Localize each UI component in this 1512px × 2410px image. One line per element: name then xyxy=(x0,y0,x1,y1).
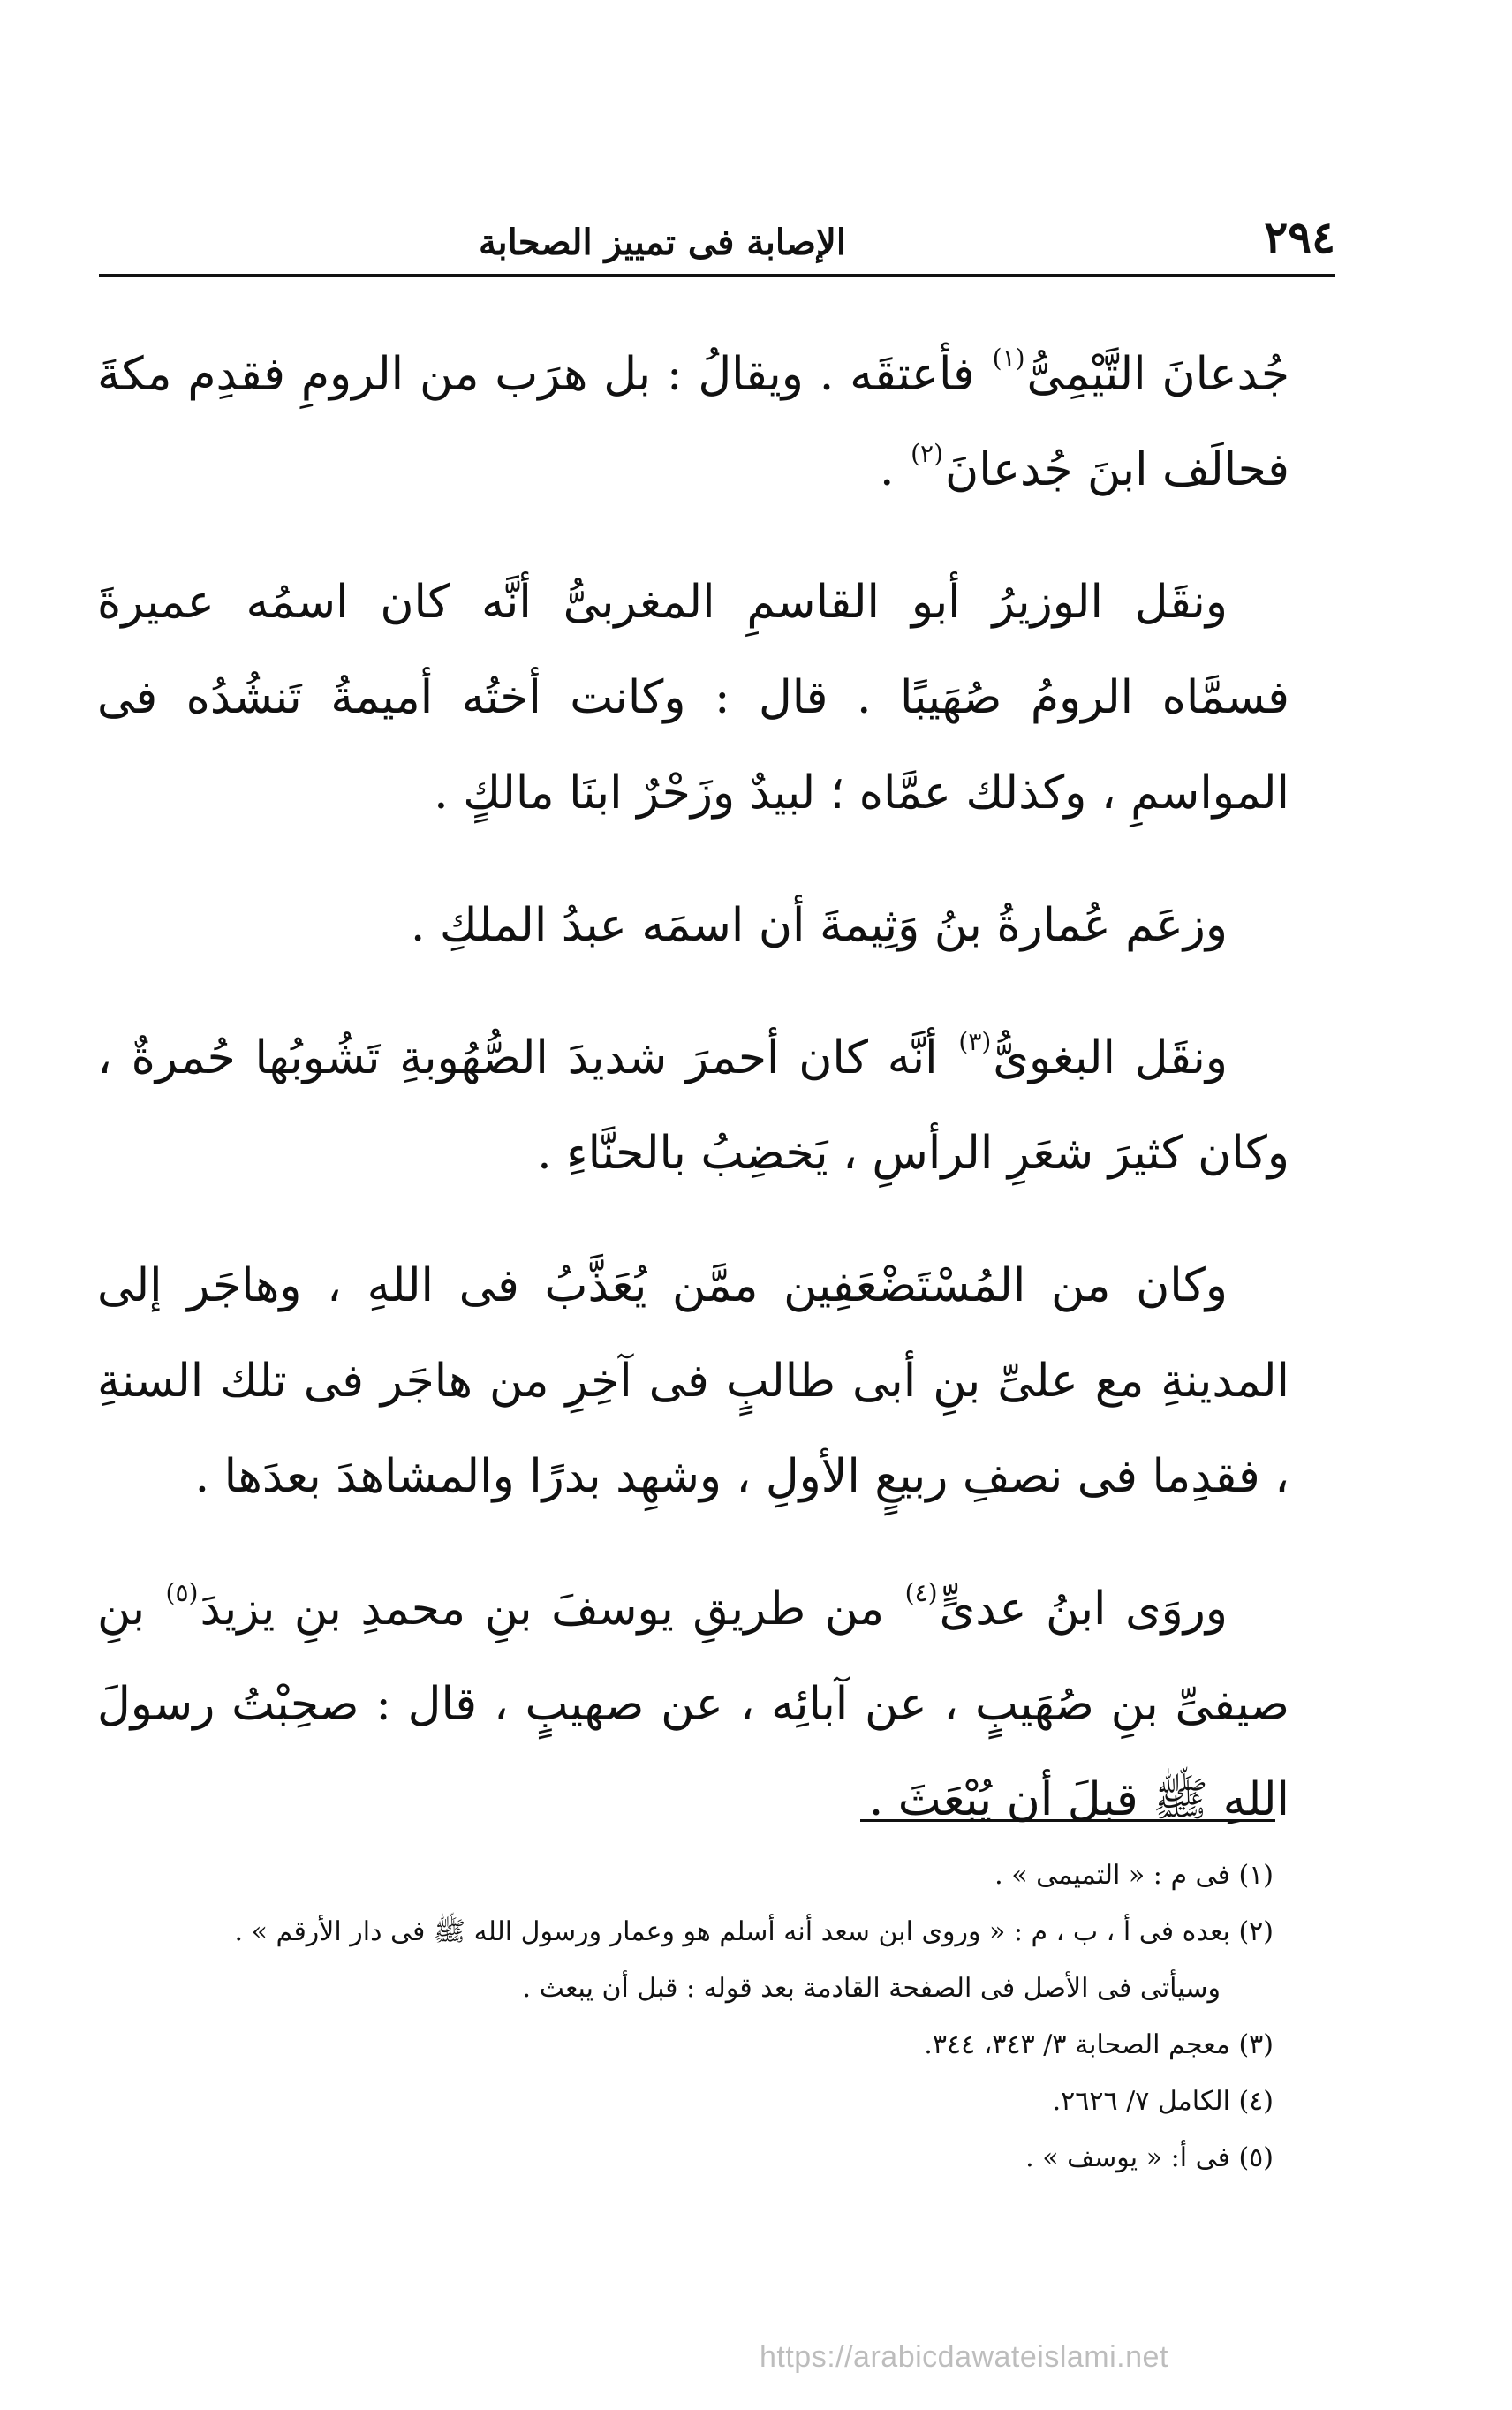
footnote-reference: (١) xyxy=(992,344,1025,373)
footnotes xyxy=(99,1847,1274,2187)
footnote: (٣) معجم الصحابة ٣/ ٣٤٣، ٣٤٤. xyxy=(924,2029,1274,2060)
header-rule xyxy=(99,274,1335,277)
footnote-reference: (٢) xyxy=(911,439,943,468)
footnote-reference: (٥) xyxy=(165,1578,199,1607)
paragraph: وزعَم عُمارةُ بنُ وَثِيمةَ أن اسمَه عبدُ الملكِ . xyxy=(410,899,1228,952)
paragraph: وكان من المُسْتَضْعَفِين ممَّن يُعَذَّبُ فى اللهِ ، وهاجَر إلى المدينةِ مع علىِّ بنِ أبى طالبٍ فى آخِرِ من هاجَر فى تلك السنةِ ، فقدِما فى نصفِ ربيعٍ الأولِ ، وشهِد بدرًا والمشاهدَ بعدَها . xyxy=(97,1259,1289,1503)
page-number: ٢٩٤ xyxy=(1264,211,1335,263)
footnote: (٤) الكامل ٧/ ٢٦٢٦. xyxy=(1052,2086,1274,2117)
paragraph: ونقَل البغوىُّ$^{(٣)}$ أنَّه كان أحمرَ شديدَ الصُّهُوبةِ تَشُوبُها حُمرةٌ ، وكان كثيرَ شعَرِ الرأسِ ، يَخضِبُ بالحنَّاءِ . xyxy=(97,1027,1289,1180)
watermark: https://arabicdawateislami.net xyxy=(760,2340,1168,2374)
running-title: الإصابة فى تمييز الصحابة xyxy=(479,222,846,263)
footnote: (١) فى م : « التميمى » . xyxy=(994,1860,1274,1891)
paragraph: ونقَل الوزيرُ أبو القاسمِ المغربىُّ أنَّه كان اسمُه عميرةَ فسمَّاه الرومُ صُهَيبًا . قال : وكانت أختُه أميمةُ تَنشُدُه فى المواسمِ ، وكذلك عمَّاه ؛ لبيدٌ وزَحْرٌ ابنَا مالكٍ . xyxy=(97,576,1289,820)
footnote-reference: (٤) xyxy=(904,1578,938,1607)
footnote-continuation: وسيأتى فى الأصل فى الصفحة القادمة بعد قوله : قبل أن يبعث . xyxy=(522,1973,1221,2004)
footnote: (٢) بعده فى أ ، ب ، م : « وروى ابن سعد أنه أسلم هو وعمار ورسول الله ﷺ فى دار الأرقم » . xyxy=(234,1916,1274,1947)
paragraph: وروَى ابنُ عدىٍّ$^{(٤)}$ من طريقِ يوسفَ بنِ محمدِ بنِ يزيدَ$^{(٥)}$ بنِ صيفىِّ بنِ صُهَيبٍ ، عن آبائِه ، عن صهيبٍ ، قال : صحِبْتُ رسولَ اللهِ ﷺ قبلَ أن يُبْعَثَ . xyxy=(97,1578,1289,1826)
paragraph: جُدعانَ التَّيْمِىُّ$^{(١)}$ فأعتقَه . ويقالُ : بل هرَب من الرومِ فقدِم مكةَ فحالَف ابنَ جُدعانَ$^{(٢)}$ . xyxy=(97,344,1289,496)
page-header xyxy=(99,201,1335,263)
footnote: (٥) فى أ: « يوسف » . xyxy=(1025,2142,1274,2173)
footnote-reference: (٣) xyxy=(958,1027,992,1056)
footnote-rule xyxy=(860,1819,1275,1822)
main-text xyxy=(97,327,1289,1885)
